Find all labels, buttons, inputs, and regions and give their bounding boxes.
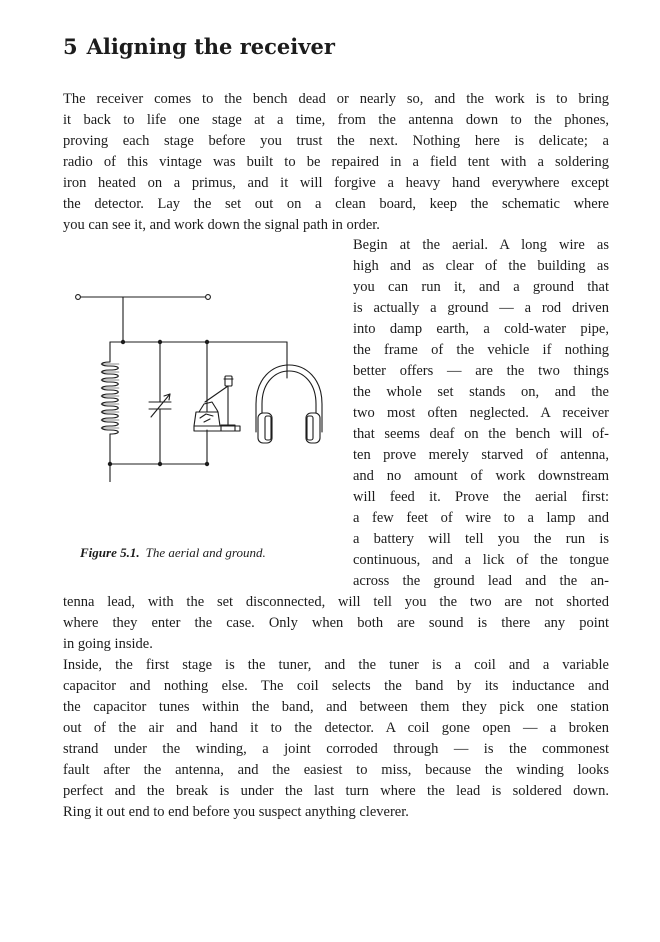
section-title: Aligning the receiver xyxy=(86,34,335,59)
text-line: strand under the winding, a joint corroded through — is the commonest xyxy=(63,741,609,757)
text-line: high and as clear of the building as xyxy=(353,258,609,274)
text-line: a battery will tell you the run is xyxy=(353,531,609,547)
junction-dots xyxy=(108,340,209,466)
circuit-diagram xyxy=(60,282,344,482)
terminal-right xyxy=(206,295,211,300)
text-line: capacitor and nothing else. The coil selects the band by its inductance and xyxy=(63,678,609,694)
text-line: you can see it, and work down the signal path in order. xyxy=(63,217,380,233)
text-line: better offers — are the two things xyxy=(353,363,609,379)
figure-label: Figure 5.1. xyxy=(80,545,140,560)
text-line: continuous, and a lick of the tongue xyxy=(353,552,609,568)
text-line: where they enter the case. Only when both are sound is there any point xyxy=(63,615,609,631)
text-line: fault after the antenna, and the easiest to miss, because the winding looks xyxy=(63,762,609,778)
text-line: into damp earth, a cold-water pipe, xyxy=(353,321,609,337)
text-line: the capacitor tunes within the band, and between them they pick one station xyxy=(63,699,609,715)
crystal-detector-symbol xyxy=(194,342,240,464)
text-line: that seems deaf on the bench will of- xyxy=(353,426,609,442)
text-line: in going inside. xyxy=(63,636,153,652)
figure-title: The aerial and ground. xyxy=(145,545,266,560)
text-line: you can run it, and a ground that xyxy=(353,279,609,295)
section-heading xyxy=(63,34,335,59)
headphones-symbol xyxy=(256,365,322,443)
text-line: The receiver comes to the bench dead or nearly so, and the work is to bring xyxy=(63,91,609,107)
text-line: a few feet of wire to a lamp and xyxy=(353,510,609,526)
text-line: the whole set stands on, and the xyxy=(353,384,609,400)
text-line: the detector. Lay the set out on a clean board, keep the schematic where xyxy=(63,196,609,212)
text-line: the frame of the vehicle if nothing xyxy=(353,342,609,358)
text-line: across the ground lead and the an- xyxy=(353,573,609,589)
coil-symbol xyxy=(100,362,120,434)
text-line: out of the air and hand it to the detector. A coil gone open — a broken xyxy=(63,720,609,736)
text-line: Inside, the first stage is the tuner, and the tuner is a coil and a variable xyxy=(63,657,609,673)
text-line: will feed it. Prove the aerial first: xyxy=(353,489,609,505)
text-line: iron heated on a primus, and it will forgive a heavy hand everywhere except xyxy=(63,175,609,191)
text-line: and no amount of work downstream xyxy=(353,468,609,484)
text-line: tenna lead, with the set disconnected, will tell you the two are not shorted xyxy=(63,594,609,610)
section-number: 5 xyxy=(63,34,78,59)
text-line: two most often neglected. A receiver xyxy=(353,405,609,421)
ground-symbol xyxy=(100,464,120,482)
text-line: proving each stage before you trust the next. Nothing here is delicate; a xyxy=(63,133,609,149)
text-line: perfect and the break is under the last turn where the lead is soldered down. xyxy=(63,783,609,799)
text-line: it back to life one stage at a time, from the antenna down to the phones, xyxy=(63,112,609,128)
text-line: Begin at the aerial. A long wire as xyxy=(353,237,609,253)
text-line: Ring it out end to end before you suspect anything cleverer. xyxy=(63,804,409,820)
figure-caption xyxy=(80,545,266,561)
variable-capacitor-symbol xyxy=(149,342,171,464)
terminal-left xyxy=(76,295,81,300)
text-line: ten prove merely starved of antenna, xyxy=(353,447,609,463)
text-line: radio of this vintage was built to be repaired in a field tent with a soldering xyxy=(63,154,609,170)
text-line: is actually a ground — a rod driven xyxy=(353,300,609,316)
